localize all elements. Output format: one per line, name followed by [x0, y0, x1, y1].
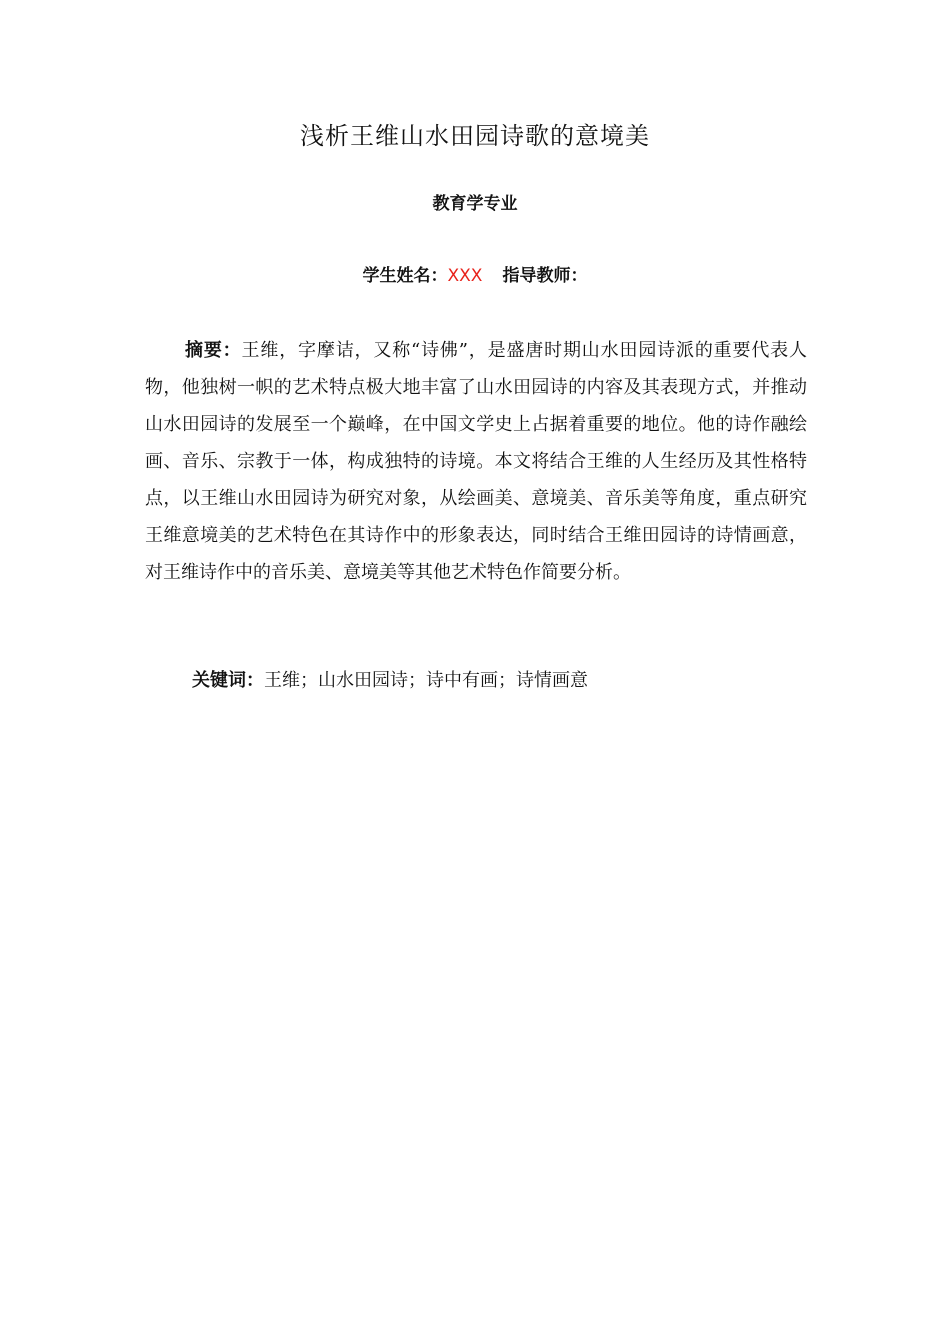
student-name-label: 学生姓名：	[362, 266, 448, 286]
keywords-text: 王维；山水田园诗；诗中有画；诗情画意	[264, 670, 588, 691]
keywords-line	[192, 665, 812, 697]
keywords-label: 关键词：	[192, 670, 264, 691]
document-title: 浅析王维山水田园诗歌的意境美	[300, 122, 650, 150]
major-line: 教育学专业	[432, 194, 518, 214]
advisor-label: 指导教师：	[502, 266, 588, 286]
abstract-text: 王维，字摩诘，又称“诗佛”，是盛唐时期山水田园诗派的重要代表人物，他独树一帜的艺术特点极大地丰富了山水田园诗的内容及其表现方式，并推动山水田园诗的发展至一个巅峰，在中国文学史上占据着重要的地位。他的诗作融绘画、音乐、宗教于一体，构成独特的诗境。本文将结合王维的人生经历及其性格特点，以王维山水田园诗为研究对象，从绘画美、意境美、音乐美等角度，重点研究王维意境美的艺术特色在其诗作中的形象表达，同时结合王维田园诗的诗情画意，对王维诗作中的音乐美、意境美等其他艺术特色作简要分析。	[145, 340, 808, 583]
abstract-paragraph	[145, 332, 807, 591]
student-name-value: XXX	[447, 266, 483, 286]
abstract-label: 摘要：	[185, 340, 242, 361]
author-info-line	[0, 262, 950, 290]
